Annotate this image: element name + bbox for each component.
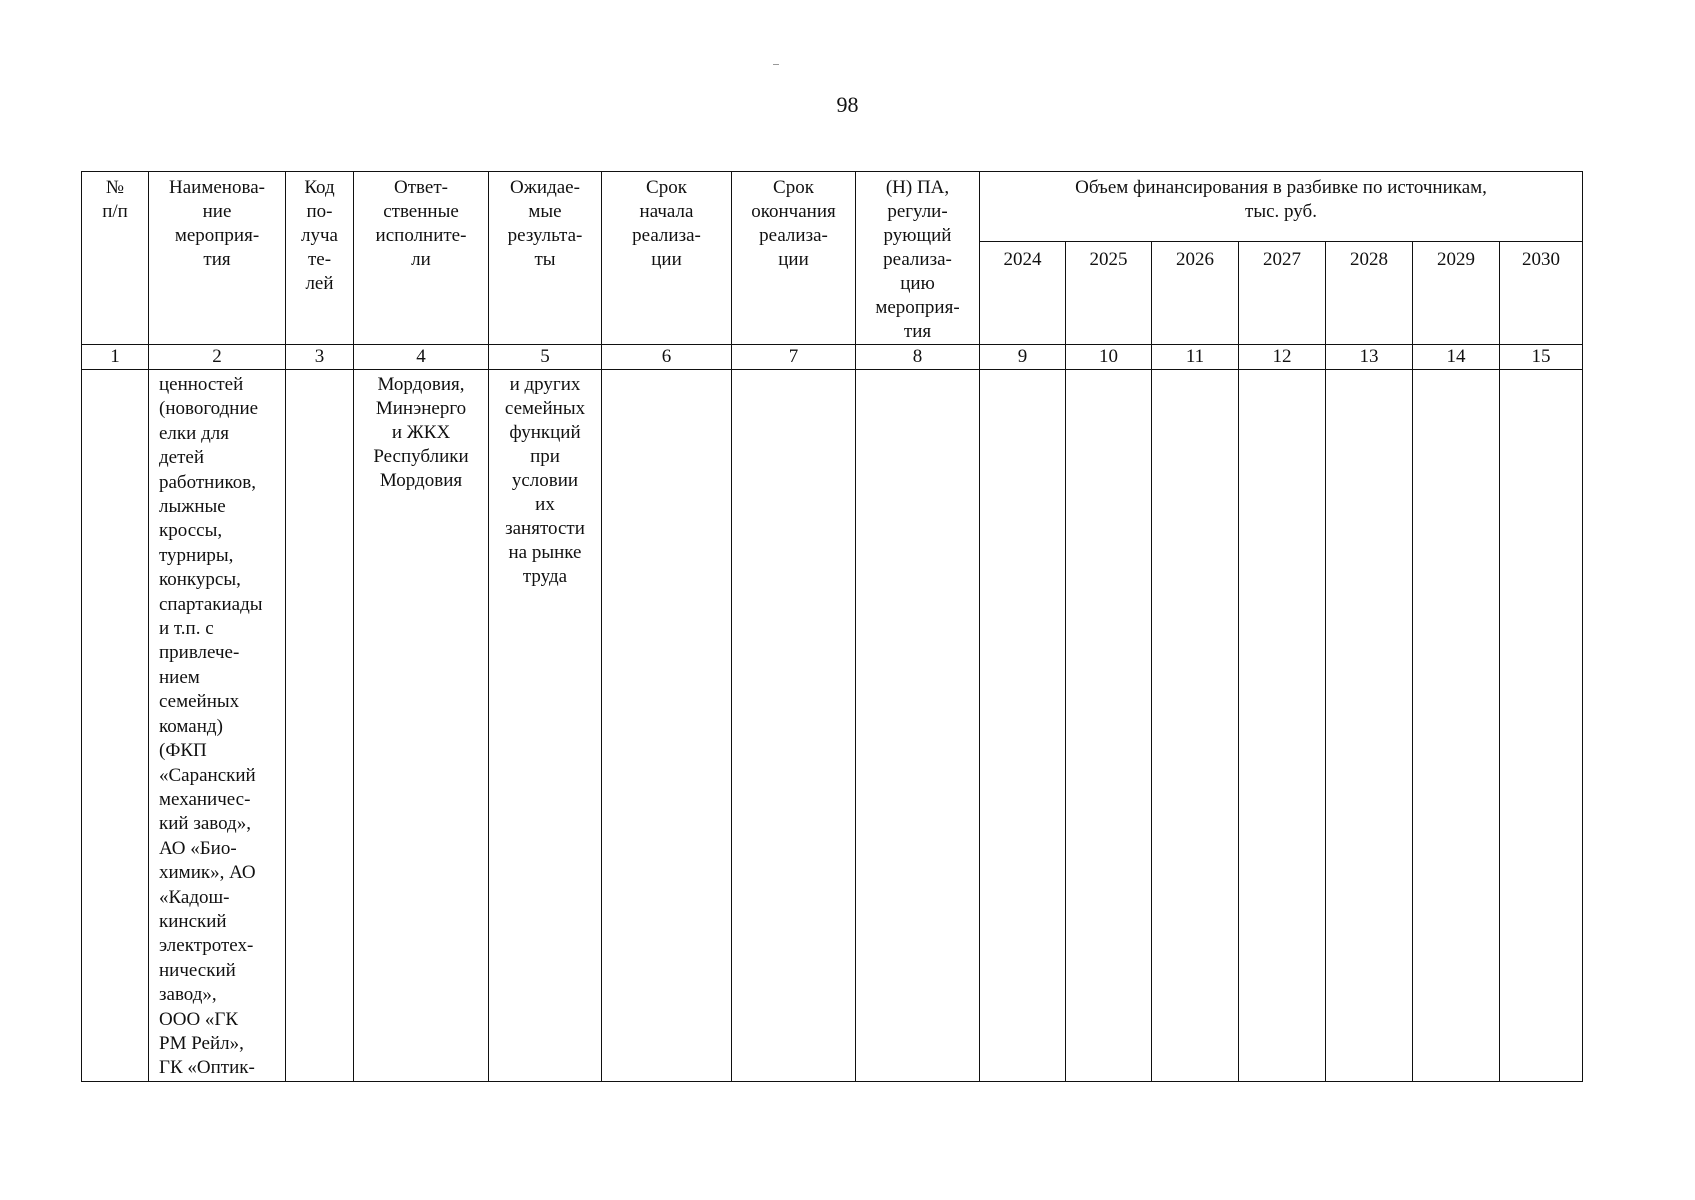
row-funding-2026 [1152,370,1239,1082]
column-number: 2 [149,345,286,370]
row-number-cell [82,370,149,1082]
column-number: 14 [1413,345,1500,370]
measures-table [81,171,1583,1082]
header-expected-results: Ожидае- мые результа- ты [489,172,602,345]
row-funding-2030 [1500,370,1583,1082]
column-number: 9 [980,345,1066,370]
column-number: 3 [286,345,354,370]
header-start-date: Срок начала реализа- ции [602,172,732,345]
row-measure-name: ценностей (новогодние елки для детей работников, лыжные кроссы, турниры, конкурсы, спартакиады и т.п. с привлече- нием семейных команд) (ФКП «Саранский механичес- кий завод», АО «Био- химик», АО «Кадош- кинский электротех- нический завод», ООО «ГК РМ Рейл», ГК «Оптик- [149,370,286,1082]
row-funding-2024 [980,370,1066,1082]
column-number: 8 [856,345,980,370]
header-year-2028: 2028 [1326,241,1413,344]
row-recipient-code [286,370,354,1082]
header-year-2027: 2027 [1239,241,1326,344]
row-funding-2029 [1413,370,1500,1082]
header-legal-act: (Н) ПА, регули- рующий реализа- цию мероприя- тия [856,172,980,345]
header-year-2025: 2025 [1066,241,1152,344]
column-number: 5 [489,345,602,370]
header-end-date: Срок окончания реализа- ции [732,172,856,345]
header-responsible: Ответ- ственные исполните- ли [354,172,489,345]
header-year-2030: 2030 [1500,241,1583,344]
column-number: 7 [732,345,856,370]
column-number: 1 [82,345,149,370]
column-number: 4 [354,345,489,370]
table-row [82,370,1583,1082]
header-recipient-code: Код по- луча те- лей [286,172,354,345]
column-number: 15 [1500,345,1583,370]
column-number: 10 [1066,345,1152,370]
column-number: 6 [602,345,732,370]
column-number: 11 [1152,345,1239,370]
header-year-2024: 2024 [980,241,1066,344]
header-year-2026: 2026 [1152,241,1239,344]
row-funding-2028 [1326,370,1413,1082]
row-funding-2027 [1239,370,1326,1082]
column-number: 12 [1239,345,1326,370]
scan-mark [773,64,779,65]
row-funding-2025 [1066,370,1152,1082]
row-legal-act [856,370,980,1082]
header-measure-name: Наименова- ние мероприя- тия [149,172,286,345]
header-financing: Объем финансирования в разбивке по источникам, тыс. руб. [980,172,1583,242]
column-number: 13 [1326,345,1413,370]
page-number: 98 [836,92,859,117]
row-start-date [602,370,732,1082]
row-expected-results: и других семейных функций при условии их занятости на рынке труда [489,370,602,1082]
row-responsible: Мордовия, Минэнерго и ЖКХ Республики Мордовия [354,370,489,1082]
row-end-date [732,370,856,1082]
header-year-2029: 2029 [1413,241,1500,344]
header-number: № п/п [82,172,149,345]
